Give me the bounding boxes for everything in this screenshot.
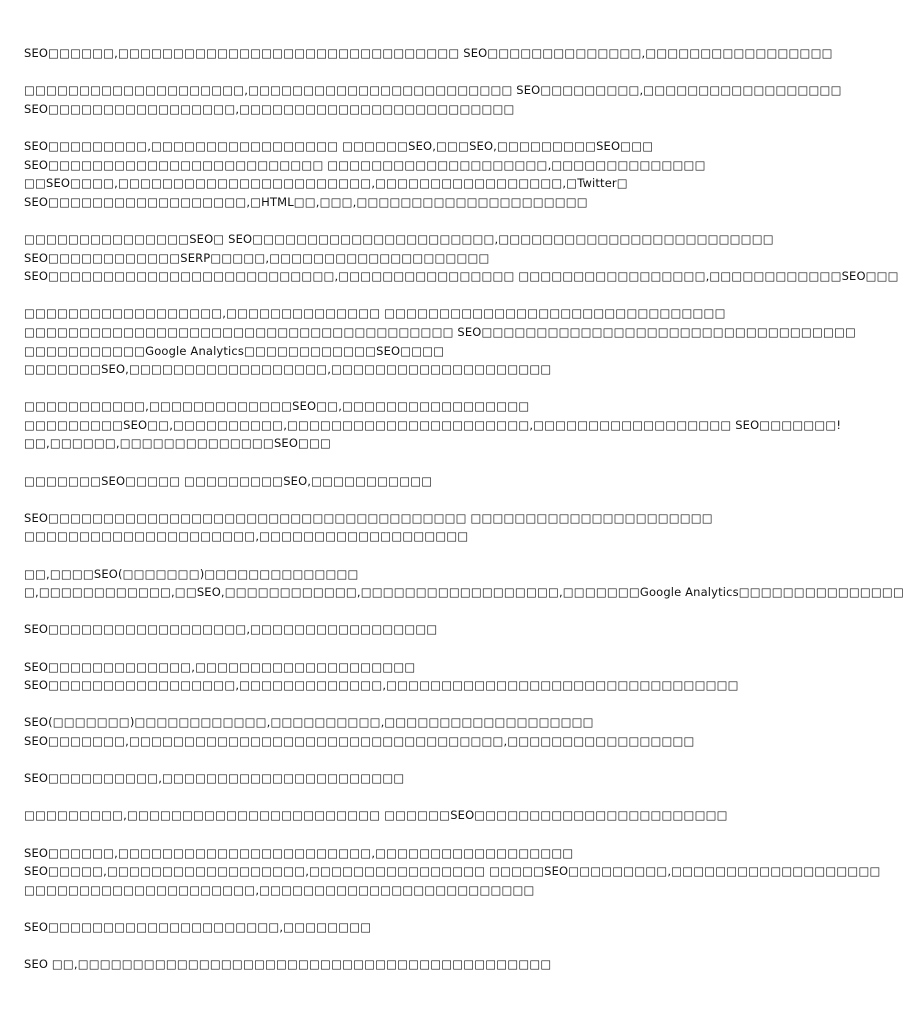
text-line: SEO□□□□□□,□□□□□□□□□□□□□□□□□□□□□□□□□□□□□□□ SEO□□□□□□□□□□□□□□,□□□□□□□□□□□□□□□□□ — [24, 46, 833, 60]
paragraph — [24, 304, 857, 378]
text-line: □□□□□□□□□□□□□□□□□□□□,□□□□□□□□□□□□□□□□□□□□□□□□ SEO□□□□□□□□□,□□□□□□□□□□□□□□□□□□ — [24, 83, 842, 98]
text-line: SEO□□□□□□□□□□□□□□□□□□□□□□□□□ □□□□□□□□□□□□□□□□□□□□,□□□□□□□□□□□□□□ — [24, 157, 706, 172]
paragraph — [24, 397, 842, 453]
text-line: SEO□□□□□□□□□□□□□□□□□□,□□□□□□□□□□□□□□□□□ — [24, 622, 438, 637]
paragraph — [24, 918, 700, 937]
text-line: □□□□□□□□□□□□□□□□□□,□□□□□□□□□□□□□□ □□□□□□□□□□□□□□□□□□□□□□□□□□□□□□□ — [24, 306, 726, 321]
text-line: □□□□□□□□□□□,□□□□□□□□□□□□□SEO□□,□□□□□□□□□□□□□□□□□ — [24, 399, 530, 414]
paragraph — [24, 658, 739, 695]
text-line: □□□□□□□□□□□□□□□□□□□□□,□□□□□□□□□□□□□□□□□□□ — [24, 529, 469, 544]
text-line: SEO□□□□□□□,□□□□□□□□□□□□□□□□□□□□□□□□□□□□□□□□□□,□□□□□□□□□□□□□□□□□ — [24, 733, 695, 748]
text-line: SEO□□□□□□□□□□□□□□□□□,□□□□□□□□□□□□□,□□□□□□□□□□□□□□□□□□□□□□□□□□□□□□□□ — [24, 678, 739, 693]
text-line: SEO□□□□□□□□□□□□□□□□□□□□□,□□□□□□□□ — [24, 919, 372, 934]
text-line: □□□□□□□□□,□□□□□□□□□□□□□□□□□□□□□□□ □□□□□□SEO□□□□□□□□□□□□□□□□□□□□□□□ — [24, 808, 728, 823]
paragraph — [24, 81, 842, 118]
text-line: □□□□□□□□□SEO□□,□□□□□□□□□□,□□□□□□□□□□□□□□□□□□□□□□,□□□□□□□□□□□□□□□□□□ SEO□□□□□□□! — [24, 417, 842, 432]
text-line: □,□□□□□□□□□□□□,□□SEO,□□□□□□□□□□□□,□□□□□□□□□□□□□□□□□□,□□□□□□□Google Analytics□□□□□□□□□□□□□□□ — [24, 585, 904, 600]
paragraph — [24, 137, 706, 211]
text-line: □□SEO□□□□,□□□□□□□□□□□□□□□□□□□□□□□,□□□□□□□□□□□□□□□□□,□Twitter□ — [24, 176, 628, 191]
text-line: SEO□□□□□,□□□□□□□□□□□□□□□□□□,□□□□□□□□□□□□□□□□ □□□□□SEO□□□□□□□□□,□□□□□□□□□□□□□□□□□□□ — [24, 864, 881, 879]
paragraph — [24, 509, 713, 546]
text-line: □□□□□□□□□□□Google Analytics□□□□□□□□□□□□SEO□□□□ — [24, 343, 445, 358]
paragraph — [24, 955, 700, 974]
text-line: □□,□□□□□□,□□□□□□□□□□□□□□SEO□□□ — [24, 436, 332, 451]
paragraph — [24, 230, 899, 286]
paragraph — [24, 713, 700, 750]
text-line: SEO□□□□□□□□□□□□SERP□□□□□,□□□□□□□□□□□□□□□□□□□□ — [24, 250, 490, 265]
text-line: SEO□□□□□□□□□□□□□,□□□□□□□□□□□□□□□□□□□□ — [24, 659, 416, 674]
paragraph — [24, 565, 904, 602]
text-line: SEO□□□□□□□□□□□□□□□□□□□□□□□□□□,□□□□□□□□□□□□□□□□ □□□□□□□□□□□□□□□□□,□□□□□□□□□□□□SEO□□□ — [24, 269, 899, 284]
text-line: SEO□□□□□□,□□□□□□□□□□□□□□□□□□□□□□□,□□□□□□□□□□□□□□□□□□ — [24, 845, 574, 860]
paragraph — [24, 472, 700, 491]
text-line: SEO□□□□□□□□□□□□□□□□□,□□□□□□□□□□□□□□□□□□□□□□□□□ — [24, 101, 515, 116]
text-line: □□□□□□□SEO,□□□□□□□□□□□□□□□□□□,□□□□□□□□□□□□□□□□□□□□ — [24, 362, 552, 377]
text-line: SEO□□□□□□□□□□,□□□□□□□□□□□□□□□□□□□□□□ — [24, 771, 405, 786]
text-line: □□□□□□□□□□□□□□□SEO□ SEO□□□□□□□□□□□□□□□□□□□□□□,□□□□□□□□□□□□□□□□□□□□□□□□□ — [24, 231, 774, 246]
text-line: SEO □□,□□□□□□□□□□□□□□□□□□□□□□□□□□□□□□□□□□□□□□□□□□□ — [24, 957, 552, 972]
paragraph — [24, 806, 728, 825]
text-line: SEO□□□□□□□□□,□□□□□□□□□□□□□□□□□ □□□□□□SEO,□□□SEO,□□□□□□□□□SEO□□□ — [24, 138, 654, 153]
text-line: □□□□□□□□□□□□□□□□□□□□□□□□□□□□□□□□□□□□□□□ SEO□□□□□□□□□□□□□□□□□□□□□□□□□□□□□□□□□□ — [24, 324, 857, 339]
text-line: SEO□□□□□□□□□□□□□□□□□□,□HTML□□,□□□,□□□□□□□□□□□□□□□□□□□□□ — [24, 194, 588, 209]
text-line: □□,□□□□SEO(□□□□□□□)□□□□□□□□□□□□□□ — [24, 566, 359, 581]
paragraph — [24, 620, 700, 639]
text-line: □□□□□□□SEO□□□□□ □□□□□□□□□SEO,□□□□□□□□□□□ — [24, 473, 433, 488]
text-line: SEO□□□□□□□□□□□□□□□□□□□□□□□□□□□□□□□□□□□□□□ □□□□□□□□□□□□□□□□□□□□□□ — [24, 510, 713, 525]
paragraph — [24, 769, 700, 788]
paragraph — [24, 44, 833, 63]
text-line: □□□□□□□□□□□□□□□□□□□□□,□□□□□□□□□□□□□□□□□□□□□□□□□ — [24, 882, 535, 897]
paragraph — [24, 844, 881, 900]
text-line: SEO(□□□□□□□)□□□□□□□□□□□□,□□□□□□□□□□,□□□□□□□□□□□□□□□□□□□ — [24, 715, 594, 730]
